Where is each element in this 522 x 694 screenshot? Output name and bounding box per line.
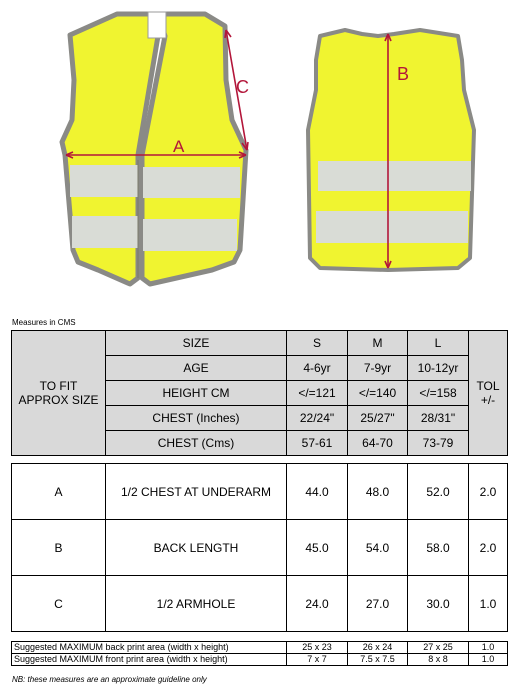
cell: 4-6yr [287, 356, 348, 381]
measure-code: B [12, 520, 106, 576]
size-row [12, 331, 508, 356]
tol-cell: 1.0 [469, 642, 508, 654]
cell: </=158 [408, 381, 469, 406]
size-table [11, 330, 508, 456]
footnote: NB: these measures are an approximate guideline only [12, 675, 207, 684]
cell: 27 x 25 [408, 642, 469, 654]
measure-label: 1/2 ARMHOLE [106, 576, 287, 632]
cell: 58.0 [408, 520, 469, 576]
tol-label-line1: TOL [476, 379, 500, 393]
measure-label: BACK LENGTH [106, 520, 287, 576]
tol-cell: 1.0 [469, 576, 508, 632]
cell: 54.0 [348, 520, 408, 576]
measure-code: A [12, 464, 106, 520]
cell: 10-12yr [408, 356, 469, 381]
cell: 52.0 [408, 464, 469, 520]
row-label: AGE [106, 356, 287, 381]
cell: 8 x 8 [408, 654, 469, 666]
tol-cell: 1.0 [469, 654, 508, 666]
cell: 7 x 7 [287, 654, 348, 666]
cell: 73-79 [408, 431, 469, 456]
cell: </=121 [287, 381, 348, 406]
cell: 7-9yr [348, 356, 408, 381]
row-label: HEIGHT CM [106, 381, 287, 406]
cell: 64-70 [348, 431, 408, 456]
print-area-row [12, 654, 508, 666]
cell: </=140 [348, 381, 408, 406]
row-label: SIZE [106, 331, 287, 356]
cell: 30.0 [408, 576, 469, 632]
vest-illustration [0, 0, 522, 300]
measure-code: C [12, 576, 106, 632]
cell: M [348, 331, 408, 356]
measure-label: 1/2 CHEST AT UNDERARM [106, 464, 287, 520]
cell: 25 x 23 [287, 642, 348, 654]
cell: S [287, 331, 348, 356]
print-area-table [11, 641, 508, 666]
label-a: A [173, 137, 185, 156]
cell: 22/24" [287, 406, 348, 431]
back-vest-image [308, 30, 474, 270]
tol-cell: 2.0 [469, 464, 508, 520]
cell: 24.0 [287, 576, 348, 632]
cell: 28/31" [408, 406, 469, 431]
row-label: CHEST (Cms) [106, 431, 287, 456]
print-area-label: Suggested MAXIMUM front print area (width x height) [12, 654, 287, 666]
cell: 45.0 [287, 520, 348, 576]
label-c: C [236, 77, 249, 97]
cell: 25/27" [348, 406, 408, 431]
cell: 27.0 [348, 576, 408, 632]
cell: L [408, 331, 469, 356]
cell: 7.5 x 7.5 [348, 654, 408, 666]
front-vest-image [62, 12, 249, 284]
caption: Measures in CMS [12, 318, 76, 327]
measurement-row [12, 576, 508, 632]
fit-label-line2: APPROX SIZE [18, 393, 99, 407]
measurement-row [12, 464, 508, 520]
cell: 44.0 [287, 464, 348, 520]
cell: 48.0 [348, 464, 408, 520]
cell: 57-61 [287, 431, 348, 456]
cell: 26 x 24 [348, 642, 408, 654]
fit-label [12, 331, 106, 456]
fit-label-line1: TO FIT [39, 379, 78, 393]
label-b: B [397, 64, 410, 84]
tol-label-line2: +/- [480, 393, 496, 407]
measurement-row [12, 520, 508, 576]
print-area-label: Suggested MAXIMUM back print area (width x height) [12, 642, 287, 654]
tol-label [469, 331, 508, 456]
measurements-table [11, 463, 508, 632]
row-label: CHEST (Inches) [106, 406, 287, 431]
print-area-row [12, 642, 508, 654]
tol-cell: 2.0 [469, 520, 508, 576]
